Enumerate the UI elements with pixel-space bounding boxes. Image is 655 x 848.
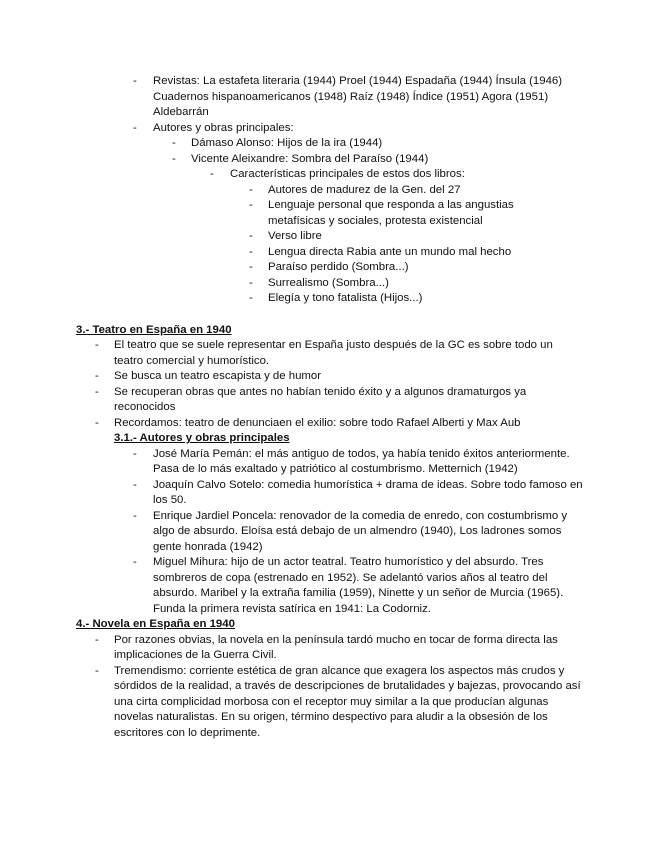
list-item xyxy=(0,245,655,261)
list-item-text: Verso libre xyxy=(268,230,322,242)
list-item xyxy=(0,664,655,742)
list-item xyxy=(0,478,655,509)
list-item-text: Recordamos: teatro de denunciaen el exilio: sobre todo Rafael Alberti y Max Aub xyxy=(114,416,521,429)
list-item xyxy=(0,136,655,152)
bullet-dash: - xyxy=(249,261,253,273)
bullet-dash: - xyxy=(249,292,253,304)
bullet-dash: - xyxy=(172,137,176,149)
list-item-text: Autores de madurez de la Gen. del 27 xyxy=(268,183,461,196)
list-item xyxy=(0,276,655,292)
list-item-text: Por razones obvias, la novela en la península tardó mucho en tocar de forma directa las implicaciones de la Guerra Civil. xyxy=(114,633,558,661)
list-item xyxy=(0,633,655,664)
list-item-text: Tremendismo: corriente estética de gran alcance que exagera los aspectos más crudos y sórdidos de la realidad, a través de descripciones de brutalidades y bajezas, provocando así una cirta complicidad morbosa con el receptor muy similar a la que producían algunas novelas naturalistas. En su origen, término despectivo para aludir a la obsesión de los escritores con lo deprimente. xyxy=(114,664,581,739)
list-item xyxy=(0,152,655,168)
list-item-text: Características principales de estos dos libros: xyxy=(230,168,465,180)
list-item-text: Lenguaje personal que responda a las angustias metafísicas y sociales, protesta existencial xyxy=(268,199,514,227)
list-item-text: Joaquín Calvo Sotelo: comedia humorística + drama de ideas. Sobre todo famoso en los 50. xyxy=(153,478,583,506)
bullet-dash: - xyxy=(133,447,137,460)
bullet-dash: - xyxy=(249,245,253,258)
list-item-text: Dámaso Alonso: Hijos de la ira (1944) xyxy=(191,137,383,149)
bullet-dash: - xyxy=(133,75,137,87)
list-item-text: Miguel Mihura: hijo de un actor teatral. Teatro humorístico y del absurdo. Tres sombreros de copa (estrenado en 1952). Se adelantó varios años al teatro del absurdo. Maribel y la extraña familia (1959), Ninette y un señor de Murcia (1965). Funda la primera revista satírica en 1941: La Codorniz. xyxy=(153,556,564,615)
list-item-text: José María Pemán: el más antiguo de todos, ya había tenido éxitos anteriormente. Pasa de lo más exaltado y patriótico al costumbrismo. Metternich (1942) xyxy=(153,447,570,475)
bullet-dash: - xyxy=(95,633,99,646)
list-item xyxy=(0,198,655,229)
bullet-dash: - xyxy=(95,385,99,398)
list-item xyxy=(0,338,655,369)
list-item xyxy=(0,385,655,416)
bullet-dash: - xyxy=(133,509,137,522)
bullet-dash: - xyxy=(133,556,137,568)
list-item-text: Vicente Aleixandre: Sombra del Paraíso (1944) xyxy=(191,152,429,165)
list-item xyxy=(0,74,655,121)
list-item-text: El teatro que se suele representar en España justo después de la GC es sobre todo un teatro comercial y humorístico. xyxy=(114,339,553,367)
list-item xyxy=(0,121,655,137)
bullet-dash: - xyxy=(210,168,214,180)
bullet-dash: - xyxy=(249,230,253,242)
document-page xyxy=(0,74,655,741)
list-item xyxy=(0,416,655,432)
list-item-text: Se busca un teatro escapista y de humor xyxy=(114,370,322,382)
section-heading-teatro: 3.- Teatro en España en 1940 xyxy=(76,323,232,336)
bullet-dash: - xyxy=(95,416,99,429)
bullet-dash: - xyxy=(249,276,253,289)
list-item xyxy=(0,167,655,183)
list-item-text: Se recuperan obras que antes no habían tenido éxito y a algunos dramaturgos ya reconocidos xyxy=(114,385,527,413)
list-item-text: Surrealismo (Sombra...) xyxy=(268,276,389,289)
list-item xyxy=(0,555,655,617)
bullet-dash: - xyxy=(249,183,253,196)
list-item xyxy=(0,369,655,385)
list-item-text: Paraíso perdido (Sombra...) xyxy=(268,261,409,273)
list-item xyxy=(0,509,655,556)
list-item xyxy=(0,229,655,245)
list-item xyxy=(0,447,655,478)
subsection-heading-autores: 3.1.- Autores y obras principales xyxy=(114,432,290,444)
bullet-dash: - xyxy=(95,339,99,351)
section-heading-novela: 4.- Novela en España en 1940 xyxy=(76,618,235,630)
list-item-text: Enrique Jardiel Poncela: renovador de la comedia de enredo, con costumbrismo y algo de absurdo. Eloísa está debajo de un almendro (1940), Los ladrones somos gente honrada (1942) xyxy=(153,509,568,553)
bullet-dash: - xyxy=(95,370,99,382)
list-item-text: Elegía y tono fatalista (Hijos...) xyxy=(268,292,423,304)
list-item-text: Lengua directa Rabia ante un mundo mal hecho xyxy=(268,245,512,258)
bullet-dash: - xyxy=(133,121,137,134)
list-item xyxy=(0,291,655,307)
list-item-text: Revistas: La estafeta literaria (1944) Proel (1944) Espadaña (1944) Ínsula (1946) Cuadernos hispanoamericanos (1948) Raíz (1948) Índice (1951) Agora (1951) Aldebarrán xyxy=(153,75,563,118)
bullet-dash: - xyxy=(249,199,253,211)
bullet-dash: - xyxy=(95,664,99,677)
list-item xyxy=(0,260,655,276)
bullet-dash: - xyxy=(133,478,137,491)
bullet-dash: - xyxy=(172,152,176,165)
list-item xyxy=(0,183,655,199)
list-item-text: Autores y obras principales: xyxy=(153,121,294,134)
